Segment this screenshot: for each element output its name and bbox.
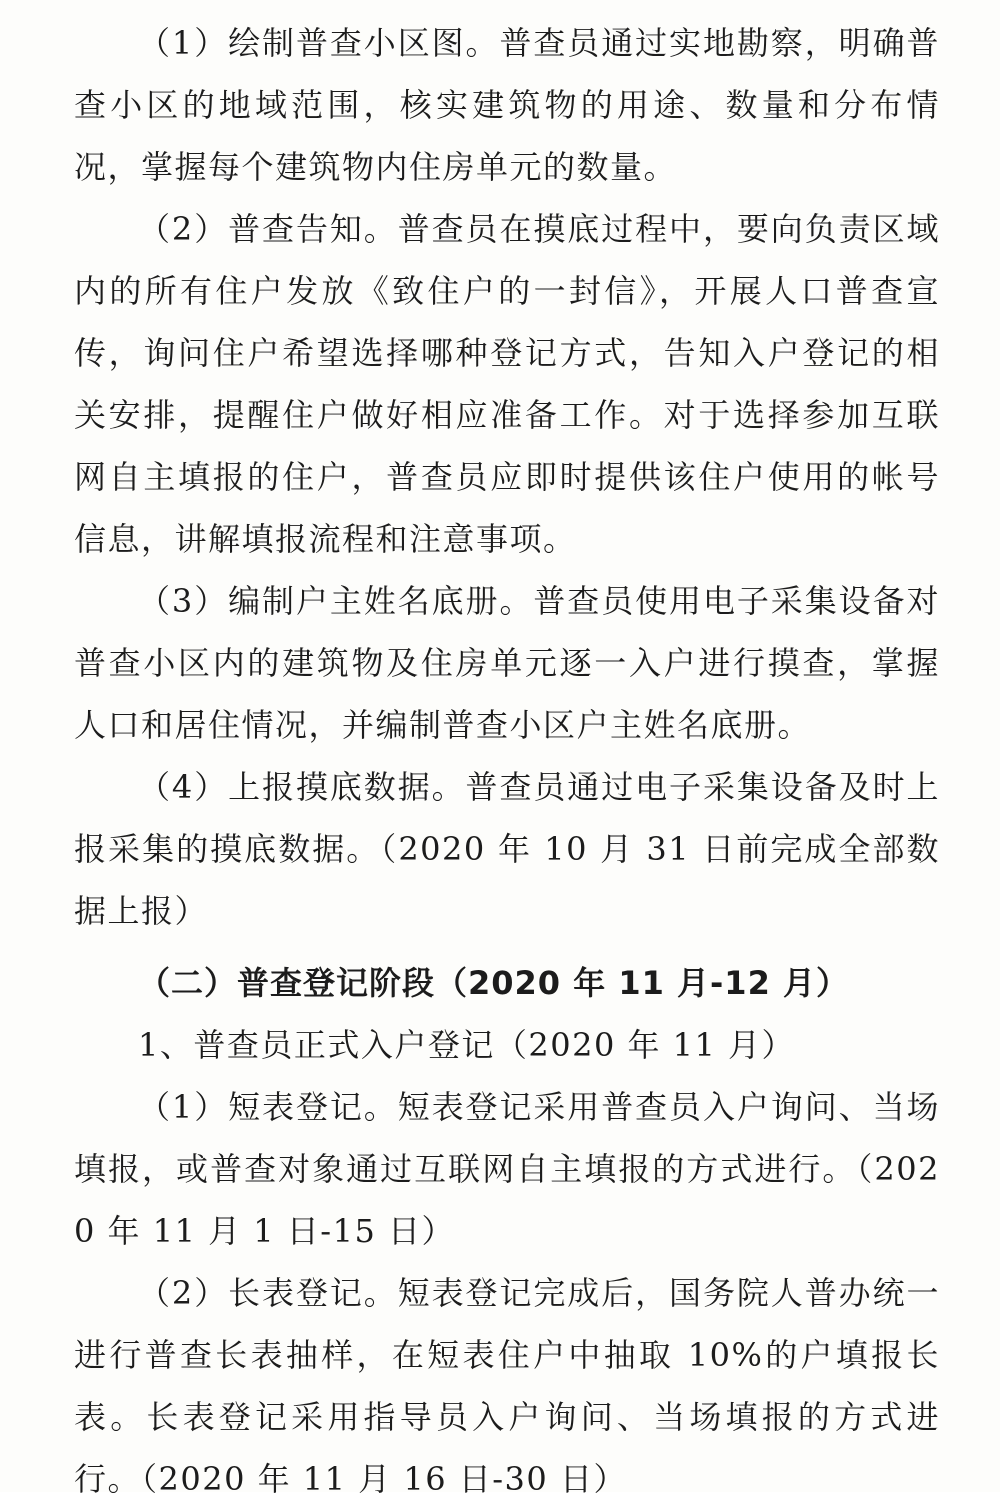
subsection-heading: 1、普查员正式入户登记（2020 年 11 月） [138, 1026, 796, 1064]
paragraph-householder-register: （3）编制户主姓名底册。普查员使用电子采集设备对普查小区内的建筑物及住房单元逐一入户进行摸查，掌握人口和居住情况，并编制普查小区户主姓名底册。 [74, 582, 940, 744]
section-heading: （二）普查登记阶段（2020 年 11 月-12 月） [138, 964, 849, 1002]
paragraph-draw-map: （1）绘制普查小区图。普查员通过实地勘察，明确普查小区的地域范围，核实建筑物的用途、数量和分布情况，掌握每个建筑物内住房单元的数量。 [74, 24, 940, 186]
paragraph-short-form: （1）短表登记。短表登记采用普查员入户询问、当场填报，或普查对象通过互联网自主填报的方式进行。（2020 年 11 月 1 日-15 日） [74, 1088, 940, 1250]
paragraph-notification: （2）普查告知。普查员在摸底过程中，要向负责区域内的所有住户发放《致住户的一封信》，开展人口普查宣传，询问住户希望选择哪种登记方式，告知入户登记的相关安排，提醒住户做好相应准备工作。对于选择参加互联网自主填报的住户，普查员应即时提供该住户使用的帐号信息，讲解填报流程和注意事项。 [74, 210, 940, 558]
paragraph-long-form: （2）长表登记。短表登记完成后，国务院人普办统一进行普查长表抽样，在短表住户中抽取 10%的户填报长表。长表登记采用指导员入户询问、当场填报的方式进行。（2020 年 11 月 16 日-30 日） [74, 1274, 940, 1498]
document-page [74, 12, 940, 1498]
paragraph-report-data: （4）上报摸底数据。普查员通过电子采集设备及时上报采集的摸底数据。（2020 年 10 月 31 日前完成全部数据上报） [74, 768, 940, 930]
